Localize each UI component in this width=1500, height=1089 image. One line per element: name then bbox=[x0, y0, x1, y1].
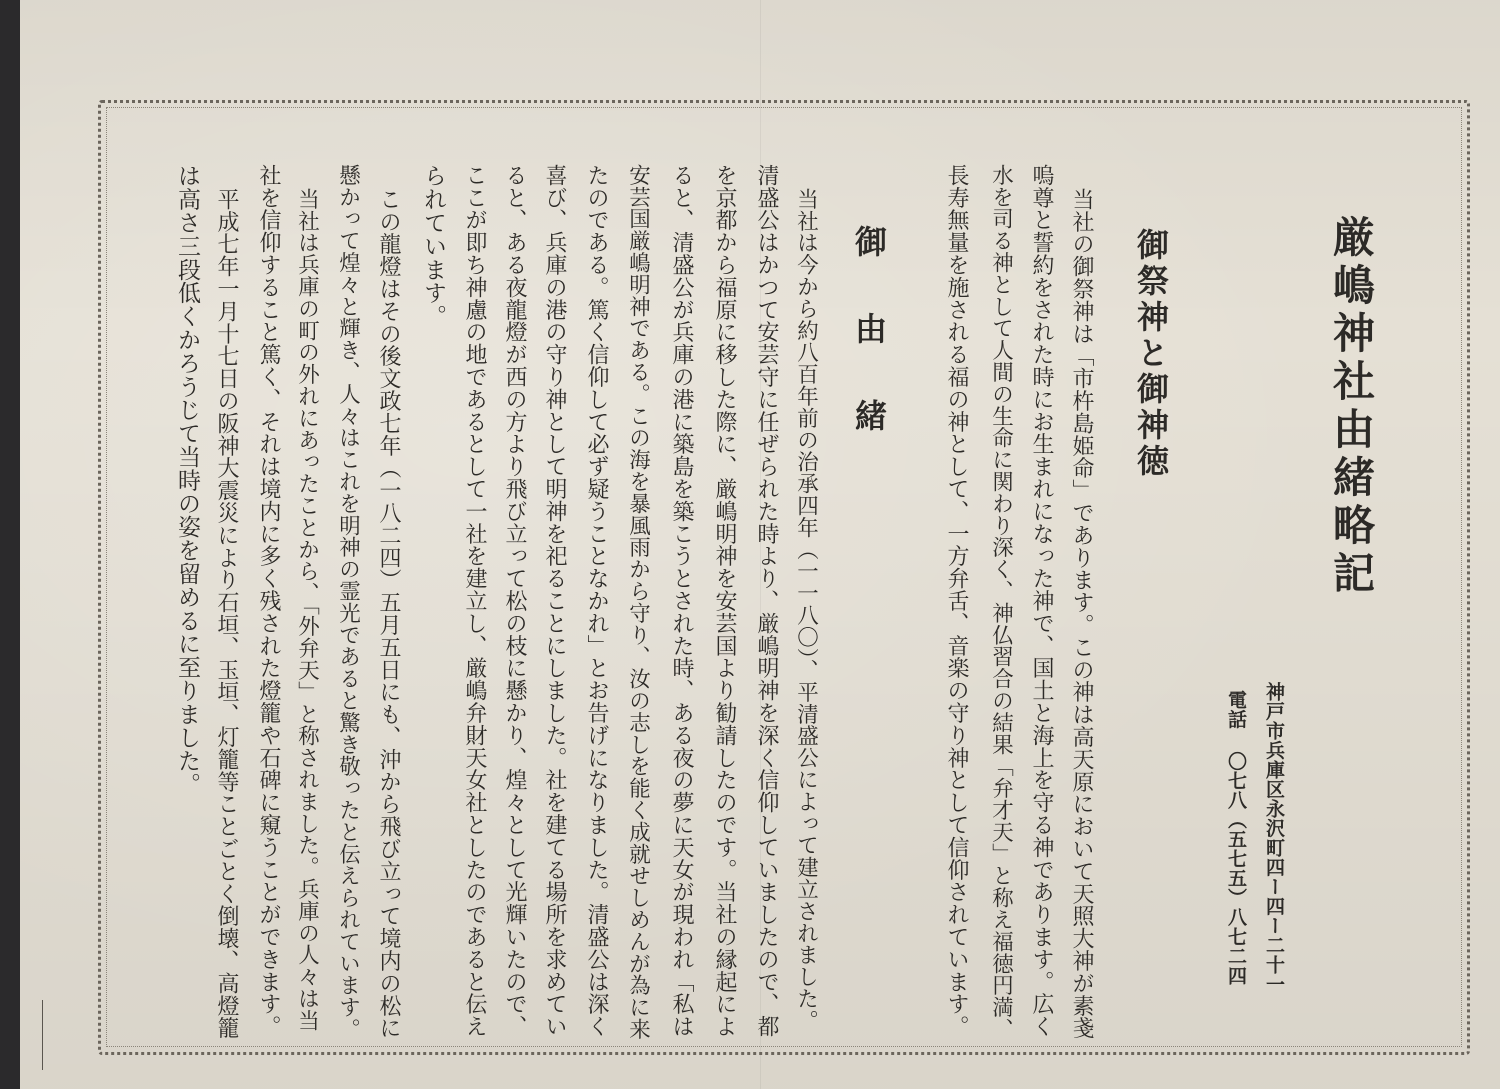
section1-line: 長寿無量を施される福の神として、一方弁舌、音楽の守り神として信仰されています。 bbox=[944, 164, 969, 1038]
section1-line: 水を司る神として人間の生命に関わり深く、神仏習合の結果「弁才天」と称え福徳円満、 bbox=[988, 164, 1014, 1040]
section2-line: 懸かって煌々と輝き、人々はこれを明神の霊光であると驚き敬ったと伝えられています。 bbox=[335, 164, 361, 1040]
phone-line: 電話 〇七八（五七五）八七二四 bbox=[1225, 690, 1247, 986]
paper-edge-mark bbox=[42, 1000, 43, 1070]
section2-line: ると、ある夜龍燈が西の方より飛び立って松の枝に懸かり、煌々として光輝いたので、 bbox=[502, 164, 527, 1038]
section2-line: 安芸国厳嶋明神である。この海を暴風雨から守り、汝の志しを能く成就せしめんが為に来 bbox=[625, 164, 651, 1040]
section2-line: この龍燈はその後文政七年（一八二四）五月五日にも、沖から飛び立って境内の松に bbox=[376, 188, 401, 1040]
section-heading-deity: 御祭神と御神徳 bbox=[1132, 228, 1170, 480]
section2-line: 当社は兵庫の町の外れにあったことから、「外弁天」と称されました。兵庫の人々は当 bbox=[294, 188, 320, 1032]
section2-line: たのである。篤く信仰して必ず疑うことなかれ」とお告げになりました。清盛公は深く bbox=[584, 164, 609, 1038]
section-heading-history: 御由緒 bbox=[850, 225, 888, 486]
section2-line: 社を信仰すること篤く、それは境内に多く残された燈籠や石碑に窺うことができます。 bbox=[256, 164, 281, 1038]
section1-line: 嗚尊と誓約をされた時にお生まれになった神で、国土と海上を守る神であります。広く bbox=[1029, 164, 1054, 1038]
section2-line: 平成七年一月十七日の阪神大震災により石垣、玉垣、灯籠等ことごとく倒壊、高燈籠 bbox=[214, 188, 239, 1040]
document-title: 厳嶋神社由緒略記 bbox=[1327, 215, 1376, 599]
section2-line: は高さ三段低くかろうじて当時の姿を留めるに至りました。 bbox=[174, 164, 200, 796]
section2-line: られています。 bbox=[420, 164, 446, 328]
section2-line: ると、清盛公が兵庫の港に築島を築こうとされた時、ある夜の夢に天女が現われ「私は bbox=[669, 164, 694, 1038]
section2-line: 喜び、兵庫の港の守り神として明神を祀ることにしました。社を建てる場所を求めてい bbox=[542, 164, 567, 1038]
address-line: 神戸市兵庫区永沢町四ー四ー二十一 bbox=[1263, 682, 1285, 994]
section2-line: を京都から福原に移した際に、厳嶋明神を安芸国より勧請したのです。当社の縁起によ bbox=[712, 164, 737, 1038]
section2-line: 当社は今から約八百年前の治承四年（一一八〇）、平清盛公によって建立されました。 bbox=[793, 188, 819, 1032]
section2-line: 清盛公はかつて安芸守に任ぜられた時より、厳嶋明神を深く信仰していましたので、都 bbox=[754, 164, 779, 1038]
section2-line: ここが即ち神慮の地であるとして一社を建立し、厳嶋弁財天女社としたのであると伝え bbox=[462, 164, 487, 1038]
section1-line: 当社の御祭神は「市杵島姫命」であります。この神は高天原において天照大神が素戔 bbox=[1069, 188, 1094, 1040]
